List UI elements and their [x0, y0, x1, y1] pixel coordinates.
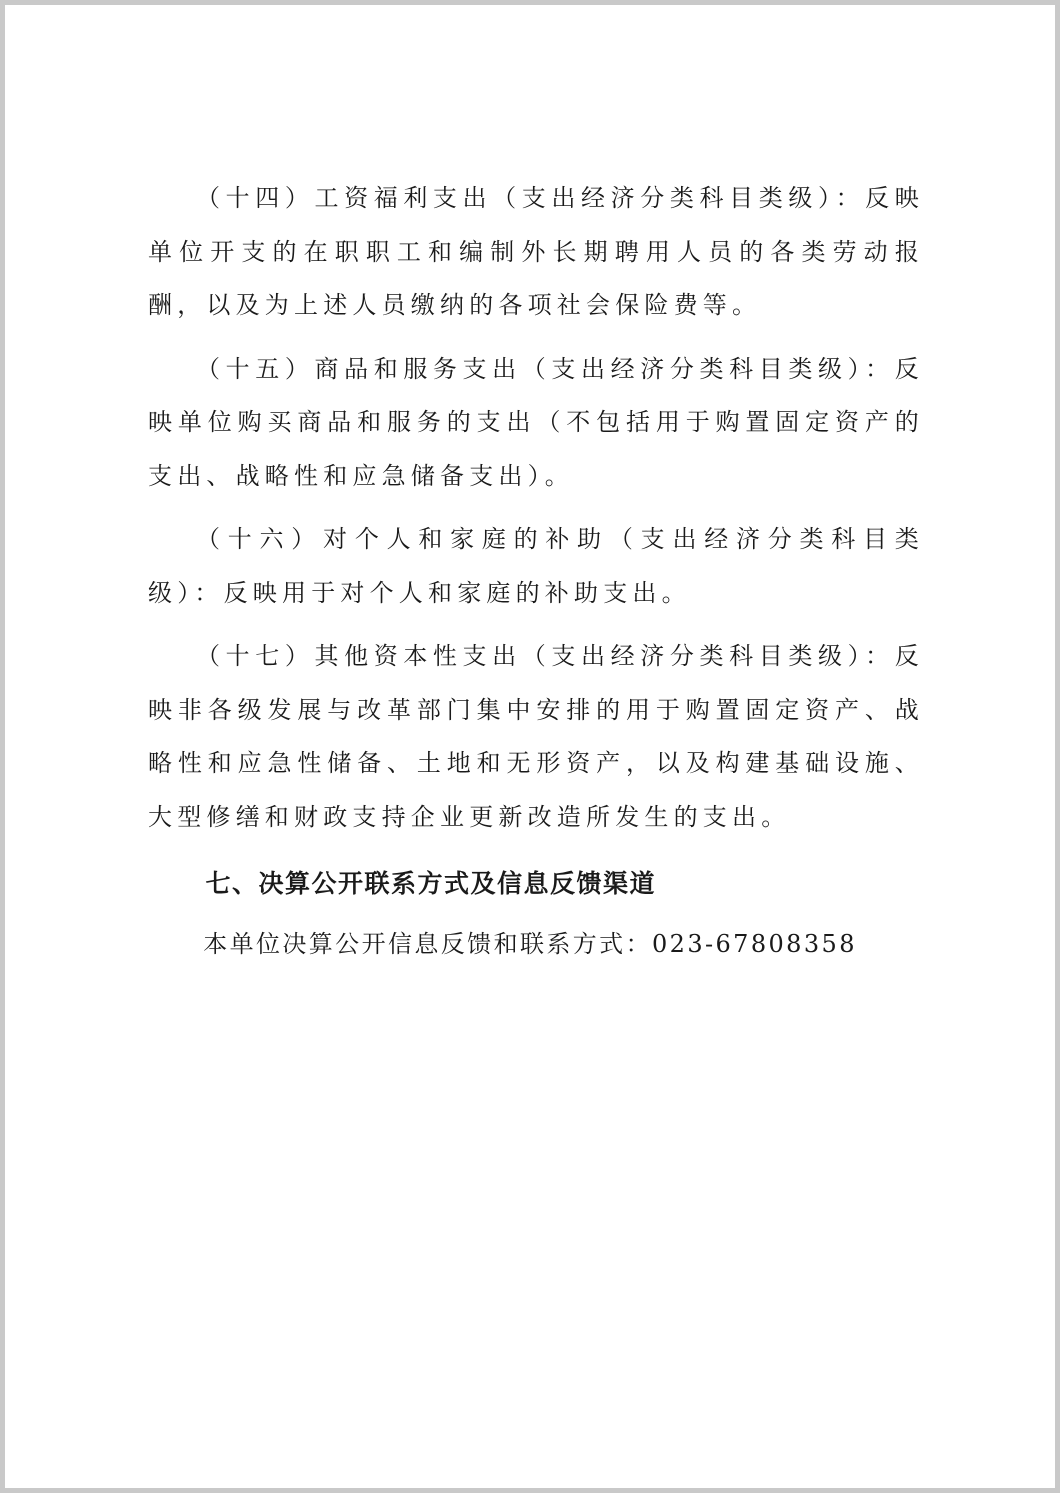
paragraph-item-17: （十七）其他资本性支出（支出经济分类科目类级）：反映非各级发展与改革部门集中安排的用于购置固定资产、战略性和应急性储备、土地和无形资产，以及构建基础设施、大型修缮和财政支持企业更新改造所发生的支出。 — [148, 642, 924, 831]
section-heading: 七、决算公开联系方式及信息反馈渠道 — [205, 869, 657, 898]
paragraph-item-14: （十四）工资福利支出（支出经济分类科目类级）：反映单位开支的在职职工和编制外长期聘用人员的各类劳动报酬，以及为上述人员缴纳的各项社会保险费等。 — [148, 184, 924, 319]
document-body — [148, 172, 924, 972]
paragraph-item-16: （十六）对个人和家庭的补助（支出经济分类科目类级）：反映用于对个人和家庭的补助支出。 — [148, 525, 924, 607]
contact-line: 本单位决算公开信息反馈和联系方式：023-67808358 — [203, 930, 857, 958]
paragraph-item-15: （十五）商品和服务支出（支出经济分类科目类级）：反映单位购买商品和服务的支出（不包括用于购置固定资产的支出、战略性和应急储备支出）。 — [148, 354, 924, 490]
